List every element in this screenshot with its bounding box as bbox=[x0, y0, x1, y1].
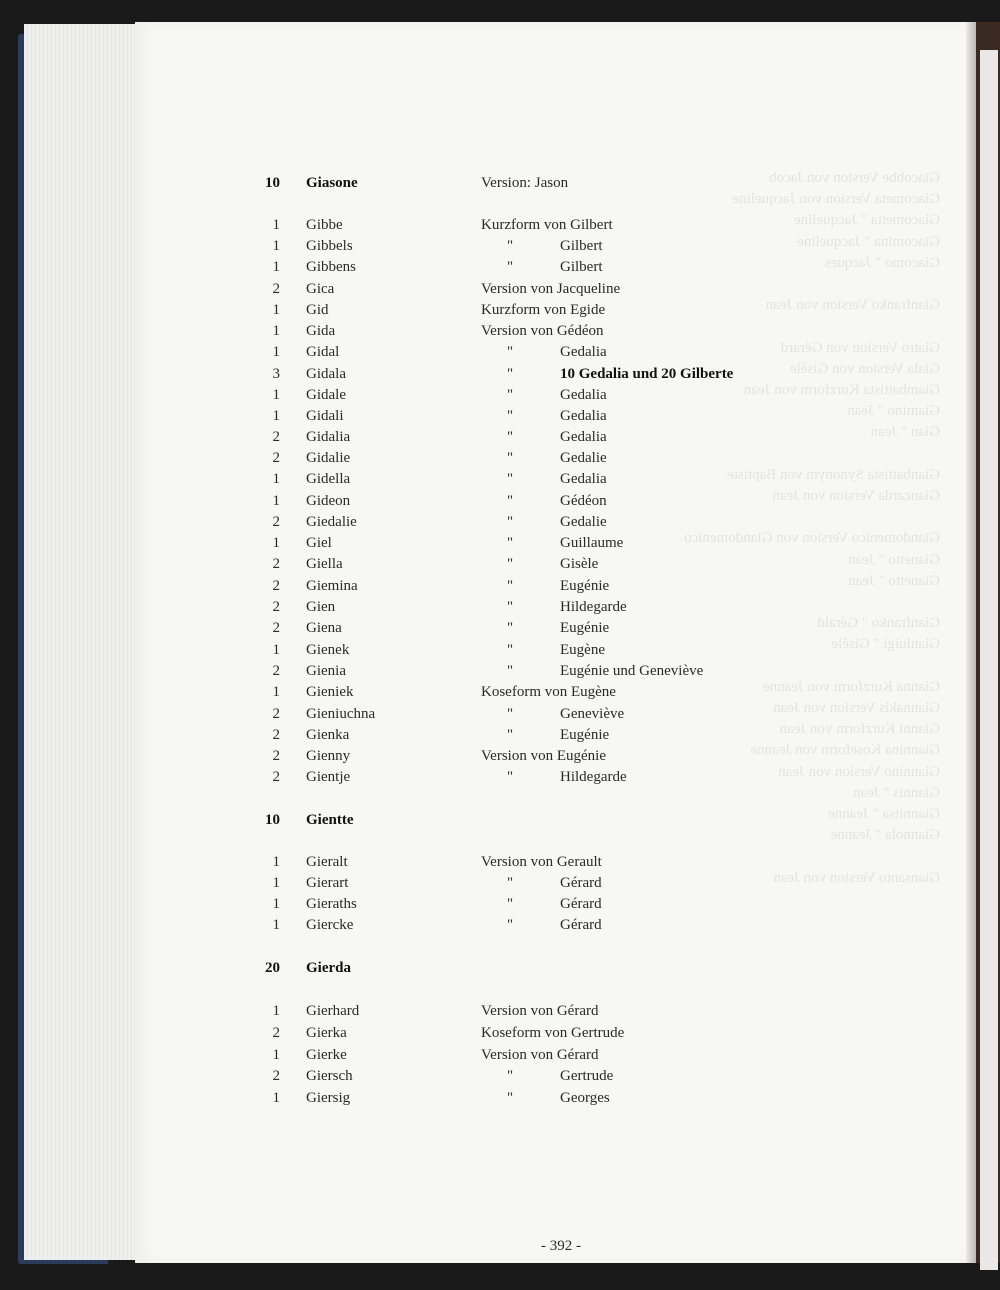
index-entry-row bbox=[0, 426, 1000, 448]
index-entry-row bbox=[0, 1000, 1000, 1022]
entry-name: Giena bbox=[306, 620, 342, 636]
entry-name: Gientte bbox=[306, 812, 354, 828]
entry-count: 1 bbox=[272, 471, 280, 487]
entry-count: 1 bbox=[272, 1003, 280, 1019]
entry-reference-name: Gedalia bbox=[560, 387, 607, 403]
index-entry-row bbox=[0, 299, 1000, 321]
entry-name: Gieraths bbox=[306, 896, 357, 912]
entry-name: Gid bbox=[306, 302, 329, 318]
index-entry-row bbox=[0, 809, 1000, 831]
index-entry-row bbox=[0, 851, 1000, 873]
entry-name: Gierart bbox=[306, 875, 349, 891]
entry-reference-name: Hildegarde bbox=[560, 599, 627, 615]
index-entry-row bbox=[0, 617, 1000, 639]
entry-derivation: Version von Eugénie bbox=[481, 748, 606, 764]
entry-derivation: Version von Gédéon bbox=[481, 323, 604, 339]
entry-reference-name: Gedalia bbox=[560, 429, 607, 445]
entry-count: 2 bbox=[272, 450, 280, 466]
entry-name: Gierhard bbox=[306, 1003, 360, 1019]
entry-name: Gibbe bbox=[306, 217, 343, 233]
index-entry-row bbox=[0, 660, 1000, 682]
index-entry-row bbox=[0, 363, 1000, 385]
entry-count: 10 bbox=[265, 175, 280, 191]
index-entry-row bbox=[0, 914, 1000, 936]
index-entry-row bbox=[0, 639, 1000, 661]
index-entry-row bbox=[0, 511, 1000, 533]
entry-name: Giel bbox=[306, 535, 332, 551]
index-entry-row bbox=[0, 957, 1000, 979]
entry-name: Gieralt bbox=[306, 854, 348, 870]
ditto-mark: " bbox=[507, 366, 514, 382]
index-entry-row bbox=[0, 1022, 1000, 1044]
entry-derivation: Version von Gérard bbox=[481, 1047, 599, 1063]
entry-derivation: Version von Jacqueline bbox=[481, 281, 621, 297]
ditto-mark: " bbox=[507, 663, 514, 679]
entry-count: 2 bbox=[272, 727, 280, 743]
index-entry-row bbox=[0, 893, 1000, 915]
ditto-mark: " bbox=[507, 875, 514, 891]
entry-count: 3 bbox=[272, 366, 280, 382]
index-entry-row bbox=[0, 766, 1000, 788]
entry-count: 1 bbox=[272, 1047, 280, 1063]
entry-derivation: Koseform von Gertrude bbox=[481, 1025, 625, 1041]
entry-count: 1 bbox=[272, 642, 280, 658]
entry-reference-name: Gérard bbox=[560, 896, 602, 912]
entry-name: Giercke bbox=[306, 917, 354, 933]
entry-count: 1 bbox=[272, 1090, 280, 1106]
entry-name: Gierke bbox=[306, 1047, 347, 1063]
entry-name: Gienka bbox=[306, 727, 350, 743]
entry-count: 1 bbox=[272, 535, 280, 551]
ditto-mark: " bbox=[507, 917, 514, 933]
entry-count: 2 bbox=[272, 1068, 280, 1084]
entry-count: 2 bbox=[272, 1025, 280, 1041]
entry-reference-name: Eugénie bbox=[560, 620, 610, 636]
entry-name: Giemina bbox=[306, 578, 358, 594]
entry-name: Gida bbox=[306, 323, 336, 339]
entry-count: 1 bbox=[272, 217, 280, 233]
entry-reference-name: Eugénie bbox=[560, 578, 610, 594]
entry-reference-name: Gedalie bbox=[560, 450, 607, 466]
entry-count: 10 bbox=[265, 812, 280, 828]
entry-count: 1 bbox=[272, 493, 280, 509]
entry-name: Gideon bbox=[306, 493, 351, 509]
index-entry-row bbox=[0, 384, 1000, 406]
entry-count: 2 bbox=[272, 514, 280, 530]
entry-count: 2 bbox=[272, 769, 280, 785]
entry-count: 1 bbox=[272, 387, 280, 403]
entry-count: 1 bbox=[272, 344, 280, 360]
index-entry-row bbox=[0, 320, 1000, 342]
ditto-mark: " bbox=[507, 896, 514, 912]
ditto-mark: " bbox=[507, 599, 514, 615]
entry-count: 1 bbox=[272, 408, 280, 424]
entry-derivation: Version von Gérard bbox=[481, 1003, 599, 1019]
entry-reference-name: Gédéon bbox=[560, 493, 607, 509]
entry-count: 2 bbox=[272, 748, 280, 764]
index-entry-row bbox=[0, 1065, 1000, 1087]
index-entry-row bbox=[0, 1044, 1000, 1066]
index-entry-row bbox=[0, 703, 1000, 725]
ditto-mark: " bbox=[507, 429, 514, 445]
entry-name: Gientje bbox=[306, 769, 351, 785]
entry-count: 2 bbox=[272, 706, 280, 722]
entry-name: Gieniek bbox=[306, 684, 354, 700]
entry-reference-name: Gisèle bbox=[560, 556, 599, 572]
ditto-mark: " bbox=[507, 344, 514, 360]
entry-reference-name: 10 Gedalia und 20 Gilberte bbox=[560, 366, 734, 382]
entry-name: Giella bbox=[306, 556, 343, 572]
index-entry-row bbox=[0, 468, 1000, 490]
entry-name: Gienny bbox=[306, 748, 351, 764]
index-entry-row bbox=[0, 872, 1000, 894]
ditto-mark: " bbox=[507, 493, 514, 509]
entry-name: Gidale bbox=[306, 387, 346, 403]
entry-reference-name: Gérard bbox=[560, 875, 602, 891]
ditto-mark: " bbox=[507, 408, 514, 424]
entry-reference-name: Gertrude bbox=[560, 1068, 614, 1084]
entry-count: 2 bbox=[272, 429, 280, 445]
ditto-mark: " bbox=[507, 259, 514, 275]
index-entry-row bbox=[0, 256, 1000, 278]
index-entry-row bbox=[0, 596, 1000, 618]
entry-count: 2 bbox=[272, 599, 280, 615]
entry-reference-name: Georges bbox=[560, 1090, 610, 1106]
ditto-mark: " bbox=[507, 578, 514, 594]
index-entry-row bbox=[0, 447, 1000, 469]
entry-count: 1 bbox=[272, 238, 280, 254]
ditto-mark: " bbox=[507, 238, 514, 254]
entry-reference-name: Gilbert bbox=[560, 259, 603, 275]
entry-name: Gienek bbox=[306, 642, 350, 658]
entry-count: 2 bbox=[272, 663, 280, 679]
ditto-mark: " bbox=[507, 642, 514, 658]
entry-count: 20 bbox=[265, 960, 280, 976]
entry-name: Gidal bbox=[306, 344, 340, 360]
entry-name: Gidala bbox=[306, 366, 346, 382]
entry-count: 1 bbox=[272, 302, 280, 318]
entry-name: Gidella bbox=[306, 471, 351, 487]
ditto-mark: " bbox=[507, 387, 514, 403]
ditto-mark: " bbox=[507, 1068, 514, 1084]
index-entry-row bbox=[0, 278, 1000, 300]
index-entry-row bbox=[0, 490, 1000, 512]
entry-count: 1 bbox=[272, 917, 280, 933]
index-entry-row bbox=[0, 1087, 1000, 1109]
entry-count: 1 bbox=[272, 684, 280, 700]
ditto-mark: " bbox=[507, 471, 514, 487]
ditto-mark: " bbox=[507, 1090, 514, 1106]
index-entry-row bbox=[0, 575, 1000, 597]
entry-count: 1 bbox=[272, 854, 280, 870]
ditto-mark: " bbox=[507, 769, 514, 785]
entry-name: Gierka bbox=[306, 1025, 347, 1041]
ditto-mark: " bbox=[507, 620, 514, 636]
entry-reference-name: Eugénie und Geneviève bbox=[560, 663, 704, 679]
show-through-text: Giacobbe Version von Jacob Giacometa Version von Jacqueline Giacometta " Jacqueline Giacomina " Jacqueline Giacomo " Jacques Gianfranko Version von Jean Giatro Version von Gérard Giala Version von Gisèle Giambattista Kurzform von Jean Giamino " Jean Gian " Jean Gianbattista Synonym von Baptiste Giancarda Version von Jean Giandomenico Version von Giandomenico Gianetto " Jean Gianetto " Jean Gianfranko " Gérald Gianluigi " Gisèle Gianna Kurzform von Jeanne Giannakis Version von Jean Gianni Kurzform von Jean Giannina Koseform von Jeanne Giannino Version von Jean Giannis " Jean Giannitsa " Jeanne Giannola " Jeanne Giansanto Version von Jean bbox=[684, 170, 940, 886]
entry-reference-name: Gedalie bbox=[560, 514, 607, 530]
entry-derivation: Version von Gerault bbox=[481, 854, 602, 870]
page-number: - 392 - bbox=[541, 1238, 581, 1254]
index-entry-row bbox=[0, 341, 1000, 363]
ditto-mark: " bbox=[507, 727, 514, 743]
entry-reference-name: Guillaume bbox=[560, 535, 624, 551]
ditto-mark: " bbox=[507, 535, 514, 551]
entry-reference-name: Gérard bbox=[560, 917, 602, 933]
entry-name: Gidali bbox=[306, 408, 344, 424]
index-entry-row bbox=[0, 405, 1000, 427]
entry-name: Gierda bbox=[306, 960, 351, 976]
entry-count: 1 bbox=[272, 896, 280, 912]
entry-reference-name: Gedalia bbox=[560, 408, 607, 424]
index-entry-row bbox=[0, 553, 1000, 575]
entry-name: Giedalie bbox=[306, 514, 357, 530]
entry-reference-name: Gilbert bbox=[560, 238, 603, 254]
entry-count: 2 bbox=[272, 556, 280, 572]
entry-derivation: Kurzform von Egide bbox=[481, 302, 606, 318]
entry-name: Gidalie bbox=[306, 450, 351, 466]
entry-name: Gienia bbox=[306, 663, 346, 679]
entry-reference-name: Hildegarde bbox=[560, 769, 627, 785]
entry-count: 2 bbox=[272, 620, 280, 636]
entry-count: 2 bbox=[272, 578, 280, 594]
entry-derivation: Kurzform von Gilbert bbox=[481, 217, 613, 233]
entry-reference-name: Gedalia bbox=[560, 344, 607, 360]
index-entry-row bbox=[0, 681, 1000, 703]
entry-reference-name: Geneviève bbox=[560, 706, 625, 722]
index-entry-row bbox=[0, 745, 1000, 767]
entry-name: Gica bbox=[306, 281, 335, 297]
entry-count: 1 bbox=[272, 259, 280, 275]
entry-name: Gieniuchna bbox=[306, 706, 376, 722]
index-entry-row bbox=[0, 532, 1000, 554]
index-entry-row bbox=[0, 172, 1000, 194]
entry-count: 1 bbox=[272, 875, 280, 891]
entry-name: Gien bbox=[306, 599, 336, 615]
entry-reference-name: Eugénie bbox=[560, 727, 610, 743]
ditto-mark: " bbox=[507, 706, 514, 722]
ditto-mark: " bbox=[507, 450, 514, 466]
entry-count: 1 bbox=[272, 323, 280, 339]
entry-name: Gibbens bbox=[306, 259, 356, 275]
index-entry-row bbox=[0, 235, 1000, 257]
entry-name: Giersig bbox=[306, 1090, 351, 1106]
entry-reference-name: Gedalia bbox=[560, 471, 607, 487]
entry-name: Giasone bbox=[306, 175, 358, 191]
entry-name: Gidalia bbox=[306, 429, 351, 445]
index-entry-row bbox=[0, 724, 1000, 746]
entry-count: 2 bbox=[272, 281, 280, 297]
entry-name: Giersch bbox=[306, 1068, 353, 1084]
entry-derivation: Koseform von Eugène bbox=[481, 684, 616, 700]
entry-derivation: Version: Jason bbox=[481, 175, 569, 191]
ditto-mark: " bbox=[507, 556, 514, 572]
entry-reference-name: Eugène bbox=[560, 642, 605, 658]
index-entry-row bbox=[0, 214, 1000, 236]
ditto-mark: " bbox=[507, 514, 514, 530]
entry-name: Gibbels bbox=[306, 238, 353, 254]
